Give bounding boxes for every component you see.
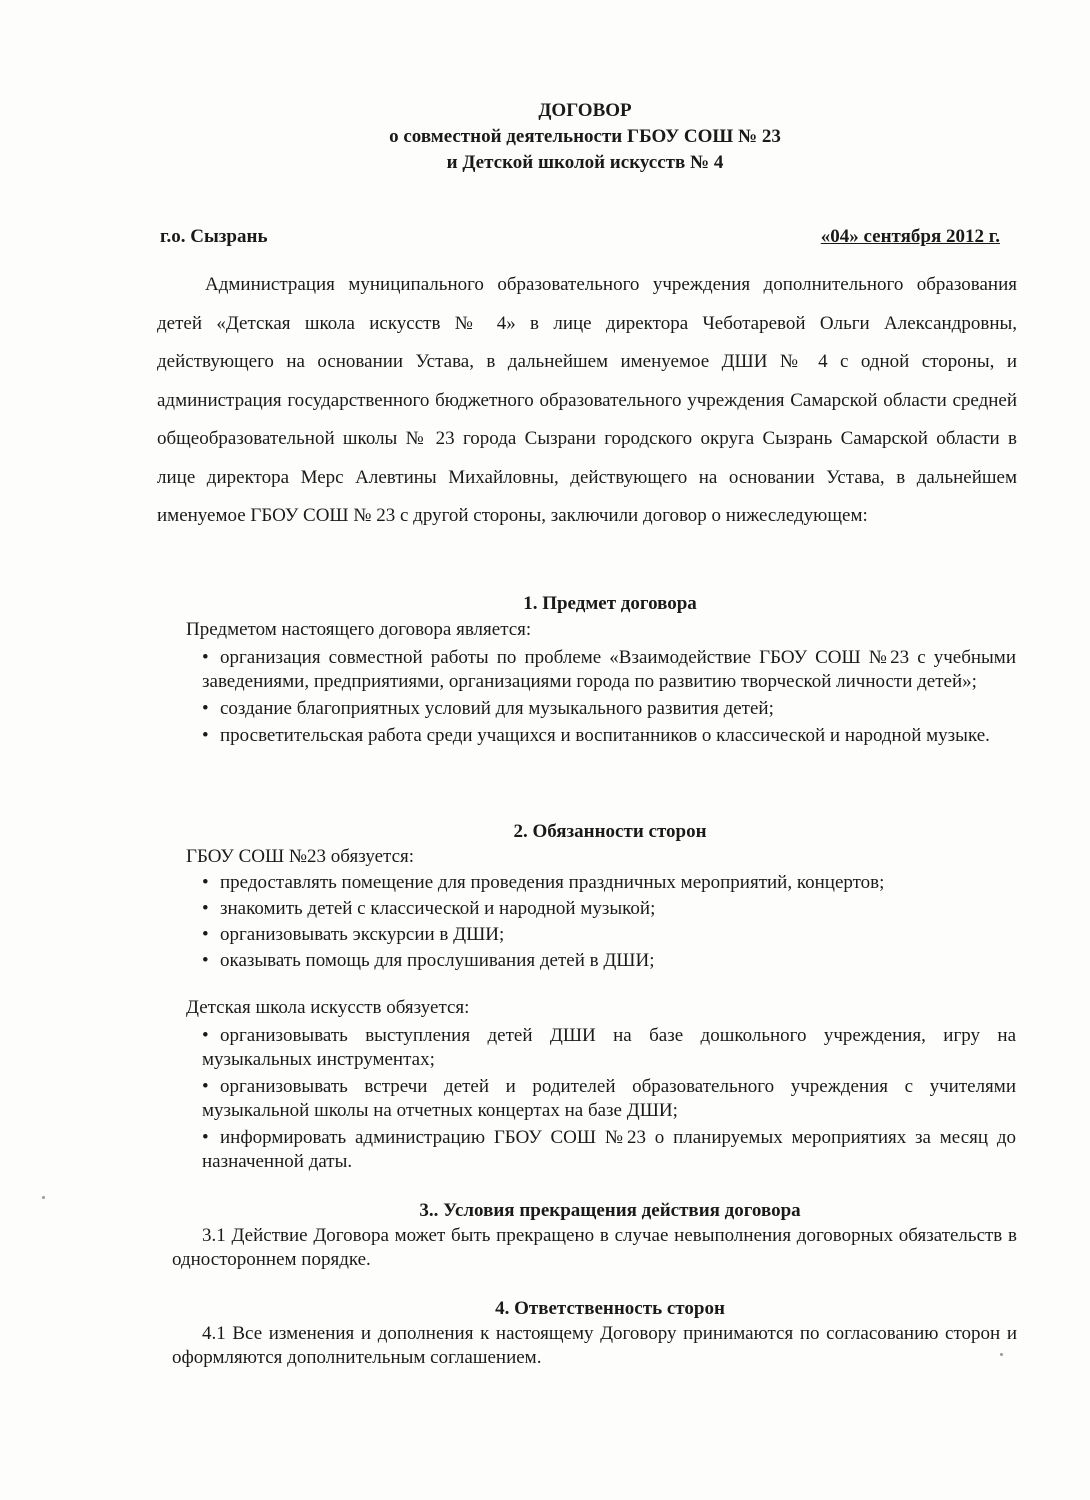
bullet-icon: •	[202, 950, 209, 971]
section-1-heading: 1. Предмет договора	[523, 593, 697, 614]
title-line-1: ДОГОВОР	[538, 100, 632, 121]
list-item: • предоставлять помещение для проведения праздничных мероприятий, концертов;	[202, 872, 885, 893]
bullet-icon: •	[202, 1076, 209, 1097]
bullet-icon: •	[202, 872, 209, 893]
scan-speck	[42, 1196, 45, 1199]
section-4-heading: 4. Ответственность сторон	[495, 1298, 725, 1319]
list-item: • знакомить детей с классической и народной музыкой;	[202, 898, 656, 919]
list-item: • организовывать встречи детей и родителей образовательного учреждения с учителями музыкальной школы на отчетных концертах на базе ДШИ;	[202, 1076, 1016, 1121]
bullet-icon: •	[202, 647, 209, 668]
section-2-art-list	[188, 1024, 1016, 1177]
section-2-heading: 2. Обязанности сторон	[513, 821, 707, 842]
section-2-school-list	[188, 871, 1016, 975]
list-item: • организовывать выступления детей ДШИ на базе дошкольного учреждения, игру на музыкальных инструментах;	[202, 1025, 1016, 1070]
section-1-lead: Предметом настоящего договора является:	[186, 619, 532, 640]
section-2-lead-school: ГБОУ СОШ №23 обязуется:	[186, 846, 415, 867]
bullet-icon: •	[202, 725, 209, 746]
list-item: • создание благоприятных условий для музыкального развития детей;	[202, 698, 774, 719]
bullet-icon: •	[202, 1025, 209, 1046]
list-item: • информировать администрацию ГБОУ СОШ №23 о планируемых мероприятиях за месяц до назначенной даты.	[202, 1127, 1016, 1172]
bullet-icon: •	[202, 698, 209, 719]
date: «04» сентября 2012 г.	[820, 226, 1000, 247]
title-line-2: о совместной деятельности ГБОУ СОШ № 23	[389, 126, 781, 147]
bullet-icon: •	[202, 924, 209, 945]
intro-paragraph: Администрация муниципального образовательного учреждения дополнительного образования детей «Детская школа искусств № 4» в лице директора Чеботаревой Ольги Александровны, действующего на основании Устава, в дальнейшем именуемое ДШИ № 4 с одной стороны, и администрация государственного бюджетного образовательного учреждения Самарской области средней общеобразовательной школы № 23 города Сызрани городского округа Сызрань Самарской области в лице директора Мерс Алевтины Михайловны, действующего на основании Устава, в дальнейшем именуемое ГБОУ СОШ № 23 с другой стороны, заключили договор о нижеследующем:	[157, 274, 1017, 526]
bullet-icon: •	[202, 1127, 209, 1148]
bullet-icon: •	[202, 898, 209, 919]
list-item: • организация совместной работы по проблеме «Взаимодействие ГБОУ СОШ №23 с учебными заведениями, предприятиями, организациями города по развитию творческой личности детей»;	[202, 647, 1016, 692]
section-2-lead-art: Детская школа искусств обязуется:	[186, 997, 470, 1018]
scan-speck	[1000, 1353, 1003, 1356]
section-3-heading: 3.. Условия прекращения действия договора	[419, 1200, 801, 1221]
document-title	[0, 98, 1090, 176]
list-item: • организовывать экскурсии в ДШИ;	[202, 924, 505, 945]
section-1-list	[188, 646, 1016, 751]
title-line-3: и Детской школой искусств № 4	[446, 152, 724, 173]
list-item: • просветительская работа среди учащихся и воспитанников о классической и народной музыке.	[202, 725, 990, 746]
section-3-text: 3.1 Действие Договора может быть прекращено в случае невыполнения договорных обязательств в одностороннем порядке.	[172, 1225, 1017, 1270]
section-4-text: 4.1 Все изменения и дополнения к настоящему Договору принимаются по согласованию сторон и оформляются дополнительным соглашением.	[172, 1323, 1017, 1368]
list-item: • оказывать помощь для прослушивания детей в ДШИ;	[202, 950, 655, 971]
place: г.о. Сызрань	[160, 226, 268, 247]
